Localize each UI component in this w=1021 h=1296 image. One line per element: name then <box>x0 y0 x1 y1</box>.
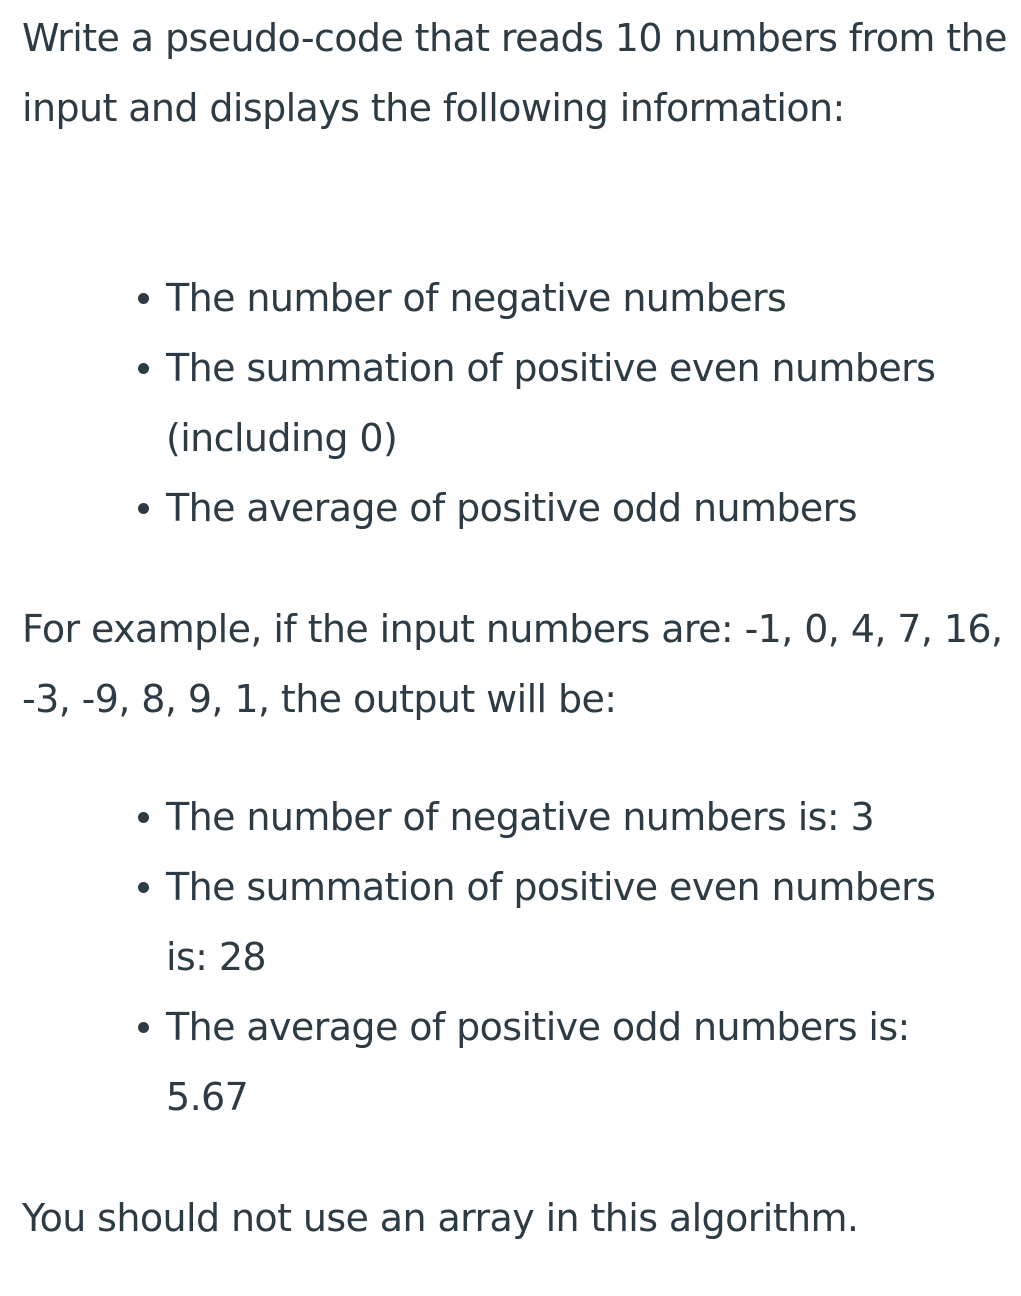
list-item <box>0 473 986 543</box>
output-text: The average of positive odd numbers is: 5.67 <box>166 1005 910 1119</box>
bullet-icon <box>138 1022 149 1033</box>
requirements-list <box>0 263 1021 543</box>
example-output-list <box>0 782 1021 1132</box>
requirement-text: The average of positive odd numbers <box>166 486 857 530</box>
bullet-icon <box>138 293 149 304</box>
closing-paragraph: You should not use an array in this algorithm. <box>22 1196 859 1240</box>
list-item <box>0 333 986 473</box>
bullet-icon <box>138 363 149 374</box>
bullet-icon <box>138 503 149 514</box>
intro-paragraph: Write a pseudo-code that reads 10 numbers from the input and displays the following information: <box>22 16 1007 130</box>
list-item <box>0 782 986 852</box>
bullet-icon <box>138 812 149 823</box>
bullet-icon <box>138 882 149 893</box>
example-paragraph: For example, if the input numbers are: -1, 0, 4, 7, 16, -3, -9, 8, 9, 1, the output will be: <box>22 607 1003 721</box>
list-item <box>0 263 986 333</box>
output-text: The number of negative numbers is: 3 <box>166 795 875 839</box>
requirement-text: The summation of positive even numbers (including 0) <box>166 346 936 460</box>
requirement-text: The number of negative numbers <box>166 276 787 320</box>
output-text: The summation of positive even numbers is: 28 <box>166 865 936 979</box>
list-item <box>0 852 986 992</box>
list-item <box>0 992 986 1132</box>
